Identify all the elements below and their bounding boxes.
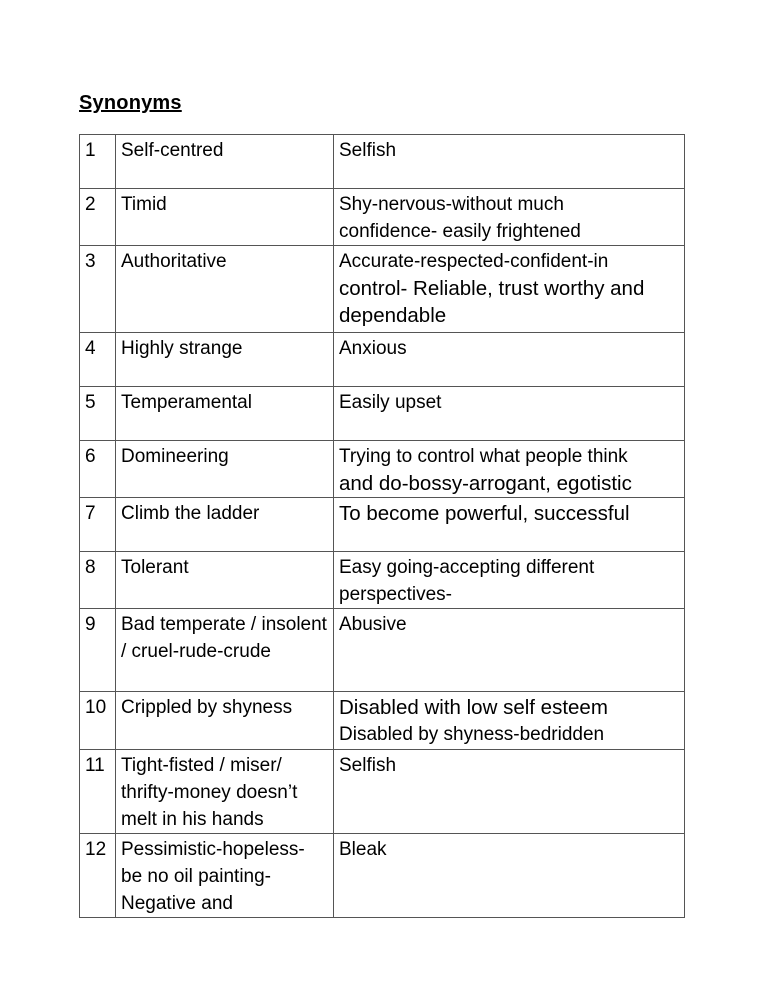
row-number: 4: [80, 333, 116, 387]
table-row: [80, 834, 685, 918]
word-cell: Bad temperate / insolent / cruel-rude-crude: [116, 609, 334, 692]
row-number: 1: [80, 135, 116, 189]
row-number: 6: [80, 441, 116, 498]
word-cell: Self-centred: [116, 135, 334, 189]
page-title: Synonyms: [79, 92, 182, 114]
table-row: [80, 135, 685, 189]
table-row: [80, 333, 685, 387]
meaning-line: and do-bossy-arrogant, egotistic: [339, 472, 632, 495]
meaning-line: To become powerful, successful: [339, 502, 630, 525]
word-cell: Authoritative: [116, 246, 334, 333]
table-row: [80, 441, 685, 498]
meaning-cell: [334, 609, 685, 692]
meaning-line: Bleak: [339, 839, 387, 860]
meaning-cell: [334, 135, 685, 189]
meaning-cell: [334, 387, 685, 441]
word-cell: Tolerant: [116, 552, 334, 609]
meaning-line: Accurate-respected-confident-in: [339, 251, 609, 272]
row-number: 10: [80, 692, 116, 750]
word-cell: Crippled by shyness: [116, 692, 334, 750]
table-row: [80, 246, 685, 333]
meaning-cell: [334, 246, 685, 333]
row-number: 7: [80, 498, 116, 552]
table-row: [80, 692, 685, 750]
meaning-line: dependable: [339, 304, 447, 327]
meaning-cell: [334, 692, 685, 750]
meaning-cell: [334, 834, 685, 918]
meaning-line: Trying to control what people think: [339, 446, 628, 467]
table-row: [80, 552, 685, 609]
row-number: 3: [80, 246, 116, 333]
meaning-line: Easy going-accepting different: [339, 557, 595, 578]
meaning-cell: [334, 441, 685, 498]
word-cell: Timid: [116, 189, 334, 246]
row-number: 11: [80, 750, 116, 834]
meaning-line: Shy-nervous-without much: [339, 194, 564, 215]
row-number: 12: [80, 834, 116, 918]
word-cell: Temperamental: [116, 387, 334, 441]
word-cell: Domineering: [116, 441, 334, 498]
meaning-line: confidence- easily frightened: [339, 221, 581, 242]
meaning-cell: [334, 750, 685, 834]
meaning-line: Abusive: [339, 614, 407, 635]
row-number: 5: [80, 387, 116, 441]
table-row: [80, 498, 685, 552]
meaning-line: Easily upset: [339, 392, 442, 413]
word-cell: Highly strange: [116, 333, 334, 387]
meaning-line: perspectives-: [339, 584, 452, 605]
meaning-line: Selfish: [339, 755, 397, 776]
meaning-line: Disabled with low self esteem: [339, 696, 608, 719]
word-cell: Pessimistic-hopeless- be no oil painting- Negative and: [116, 834, 334, 918]
meaning-line: control- Reliable, trust worthy and: [339, 277, 645, 300]
table-row: [80, 609, 685, 692]
meaning-cell: [334, 189, 685, 246]
meaning-line: Disabled by shyness-bedridden: [339, 724, 605, 745]
table-row: [80, 750, 685, 834]
meaning-line: Anxious: [339, 338, 407, 359]
table-row: [80, 189, 685, 246]
meaning-cell: [334, 552, 685, 609]
word-cell: Climb the ladder: [116, 498, 334, 552]
row-number: 8: [80, 552, 116, 609]
row-number: 2: [80, 189, 116, 246]
table-row: [80, 387, 685, 441]
meaning-cell: [334, 498, 685, 552]
meaning-cell: [334, 333, 685, 387]
synonyms-table: [79, 134, 685, 918]
word-cell: Tight-fisted / miser/ thrifty-money doesn’t melt in his hands: [116, 750, 334, 834]
meaning-line: Selfish: [339, 140, 397, 161]
row-number: 9: [80, 609, 116, 692]
